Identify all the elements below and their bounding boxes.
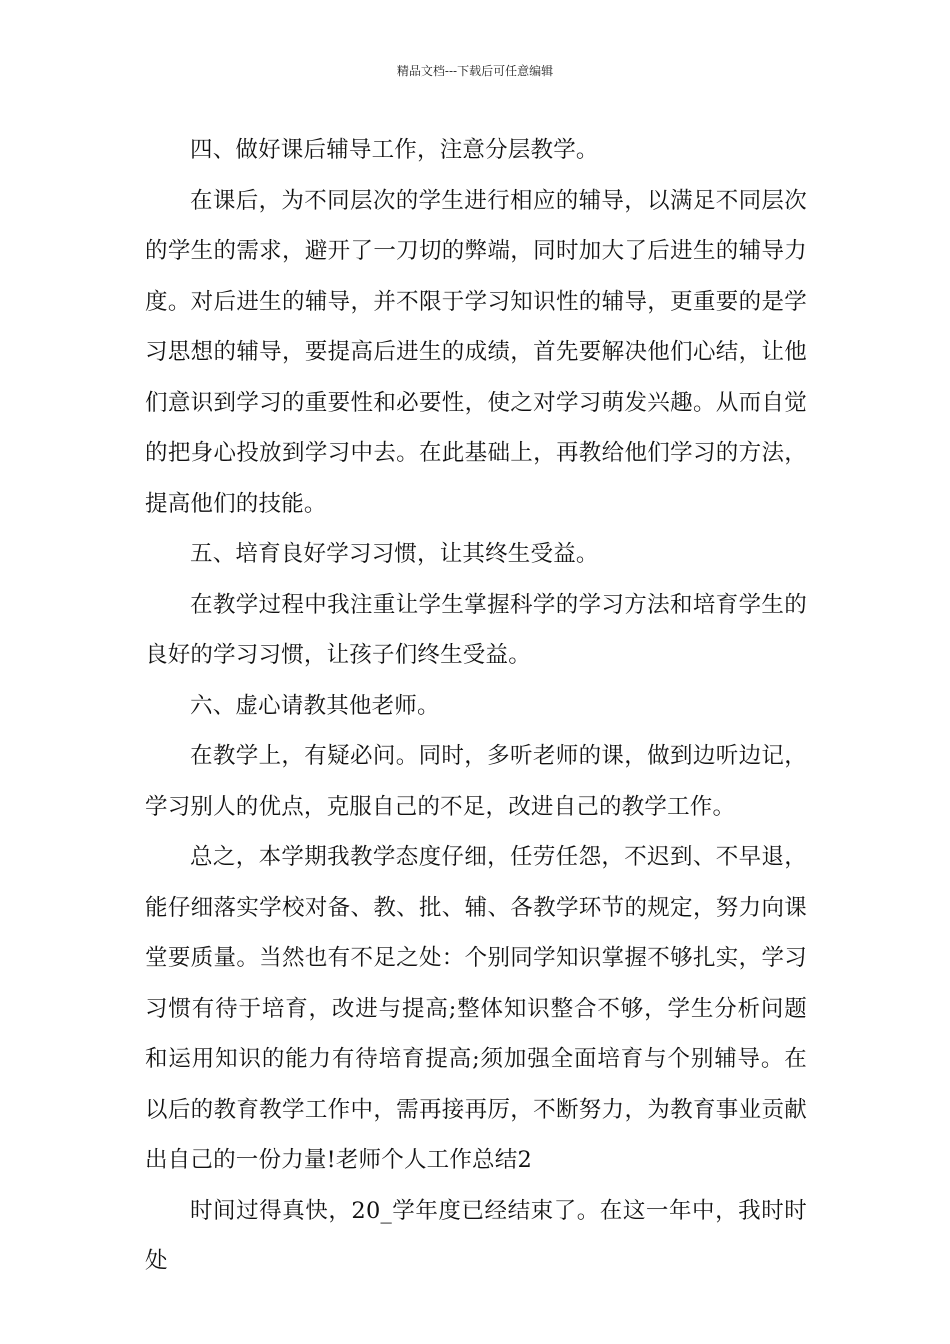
section-heading-4: 四、做好课后辅导工作，注意分层教学。 — [190, 137, 599, 163]
paragraph: 在教学上，有疑必问。同时，多听老师的课，做到边听边记，学习别人的优点，克服自己的不足，改进自己的教学工作。 — [145, 743, 807, 820]
page-header: 精品文档---下载后可任意编辑 — [396, 64, 554, 78]
paragraph-summary: 总之，本学期我教学态度仔细，任劳任怨，不迟到、不早退，能仔细落实学校对备、教、批、辅、各教学环节的规定，努力向课堂要质量。当然也有不足之处：个别同学知识掌握不够扎实，学习习惯有待于培育，改进与提高;整体知识整合不够，学生分析问题和运用知识的能力有待培育提高;须加强全面培育与个别辅导。在以后的教育教学工作中，需再接再厉，不断努力，为教育事业贡献出自己的一份力量!老师个人工作总结2 — [145, 844, 807, 1173]
paragraph: 在课后，为不同层次的学生进行相应的辅导，以满足不同层次的学生的需求，避开了一刀切的弊端，同时加大了后进生的辅导力度。对后进生的辅导，并不限于学习知识性的辅导，更重要的是学习思想的辅导，要提高后进生的成绩，首先要解决他们心结，让他们意识到学习的重要性和必要性，使之对学习萌发兴趣。从而自觉的把身心投放到学习中去。在此基础上，再教给他们学习的方法，提高他们的技能。 — [145, 187, 807, 517]
paragraph-continued: 时间过得真快，20_学年度已经结束了。在这一年中，我时时处 — [145, 1197, 807, 1274]
section-heading-6: 六、虚心请教其他老师。 — [190, 692, 440, 719]
section-heading-5: 五、培育良好学习习惯，让其终生受益。 — [190, 541, 599, 567]
paragraph: 在教学过程中我注重让学生掌握科学的学习方法和培育学生的良好的学习习惯，让孩子们终生受益。 — [145, 591, 807, 668]
document-body — [145, 125, 807, 1287]
